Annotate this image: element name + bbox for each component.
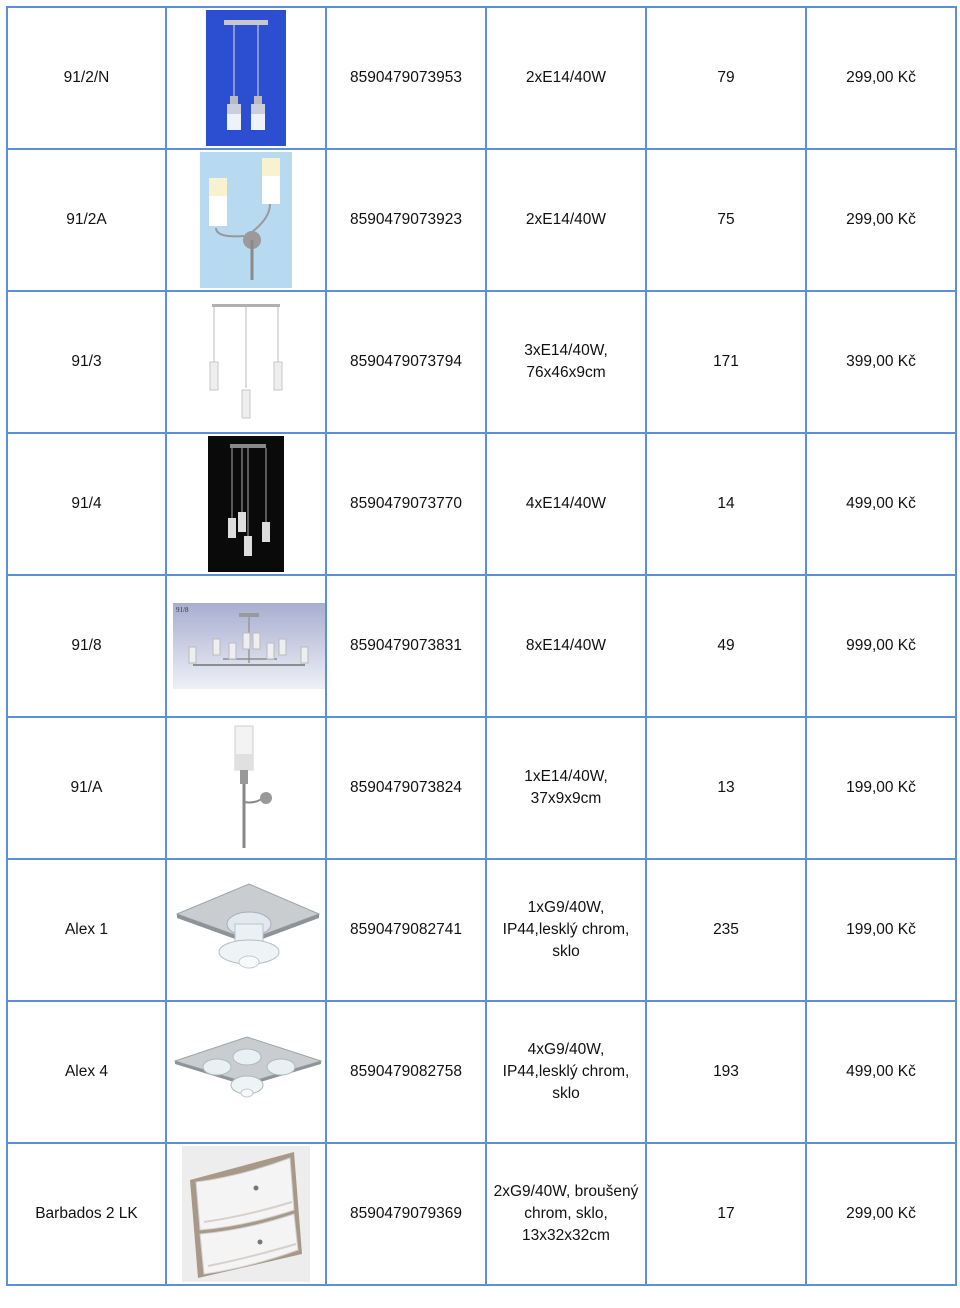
product-code: 91/4	[7, 433, 166, 575]
product-stock: 171	[646, 291, 806, 433]
table-row	[7, 1001, 956, 1143]
product-image-cell	[166, 7, 326, 149]
table-row	[7, 149, 956, 291]
product-ean: 8590479073923	[326, 149, 486, 291]
curved-glass-wall-light-image	[182, 1146, 310, 1282]
product-ean: 8590479073824	[326, 717, 486, 859]
product-description: 4xG9/40W, IP44,lesklý chrom, sklo	[486, 1001, 646, 1143]
table-row	[7, 7, 956, 149]
product-stock: 235	[646, 859, 806, 1001]
product-code: Alex 1	[7, 859, 166, 1001]
product-code: 91/8	[7, 575, 166, 717]
product-stock: 14	[646, 433, 806, 575]
product-image-cell	[166, 859, 326, 1001]
product-description: 8xE14/40W	[486, 575, 646, 717]
two-pendant-lamp-image	[206, 10, 286, 146]
product-stock: 17	[646, 1143, 806, 1285]
product-description: 1xG9/40W, IP44,lesklý chrom, sklo	[486, 859, 646, 1001]
square-ceiling-light-single-image	[173, 880, 323, 980]
product-ean: 8590479073794	[326, 291, 486, 433]
product-ean: 8590479082741	[326, 859, 486, 1001]
product-stock: 13	[646, 717, 806, 859]
product-image-cell	[166, 575, 326, 717]
product-price: 499,00 Kč	[806, 1001, 956, 1143]
double-wall-lamp-image	[200, 152, 292, 288]
product-price: 999,00 Kč	[806, 575, 956, 717]
table-row	[7, 717, 956, 859]
product-description: 2xE14/40W	[486, 7, 646, 149]
table-row	[7, 1143, 956, 1285]
table-row	[7, 859, 956, 1001]
product-image-cell	[166, 149, 326, 291]
product-price: 499,00 Kč	[806, 433, 956, 575]
square-ceiling-light-quad-image	[173, 1033, 323, 1111]
product-description: 4xE14/40W	[486, 433, 646, 575]
product-description: 3xE14/40W, 76x46x9cm	[486, 291, 646, 433]
table-row	[7, 291, 956, 433]
product-stock: 79	[646, 7, 806, 149]
eight-arm-chandelier-image	[173, 603, 325, 689]
product-description: 2xG9/40W, broušený chrom, sklo, 13x32x32cm	[486, 1143, 646, 1285]
product-ean: 8590479082758	[326, 1001, 486, 1143]
product-stock: 75	[646, 149, 806, 291]
product-code: Alex 4	[7, 1001, 166, 1143]
product-image-cell	[166, 433, 326, 575]
product-image-cell	[166, 1001, 326, 1143]
product-code: Barbados 2 LK	[7, 1143, 166, 1285]
image-label: 91/8	[176, 606, 189, 614]
product-ean: 8590479073831	[326, 575, 486, 717]
product-ean: 8590479073770	[326, 433, 486, 575]
product-ean: 8590479079369	[326, 1143, 486, 1285]
product-code: 91/A	[7, 717, 166, 859]
product-code: 91/2/N	[7, 7, 166, 149]
product-image-cell	[166, 717, 326, 859]
table-row	[7, 433, 956, 575]
product-price: 299,00 Kč	[806, 1143, 956, 1285]
single-wall-lamp-image	[211, 724, 281, 852]
product-description: 2xE14/40W	[486, 149, 646, 291]
product-price: 199,00 Kč	[806, 717, 956, 859]
product-ean: 8590479073953	[326, 7, 486, 149]
three-pendant-lamp-image	[206, 300, 286, 424]
product-image-cell	[166, 1143, 326, 1285]
product-price: 299,00 Kč	[806, 149, 956, 291]
product-table	[6, 6, 957, 1286]
product-code: 91/2A	[7, 149, 166, 291]
product-price: 199,00 Kč	[806, 859, 956, 1001]
four-pendant-lamp-image	[208, 436, 284, 572]
product-description: 1xE14/40W, 37x9x9cm	[486, 717, 646, 859]
table-row	[7, 575, 956, 717]
product-stock: 193	[646, 1001, 806, 1143]
product-code: 91/3	[7, 291, 166, 433]
product-price: 299,00 Kč	[806, 7, 956, 149]
product-price: 399,00 Kč	[806, 291, 956, 433]
product-stock: 49	[646, 575, 806, 717]
product-image-cell	[166, 291, 326, 433]
